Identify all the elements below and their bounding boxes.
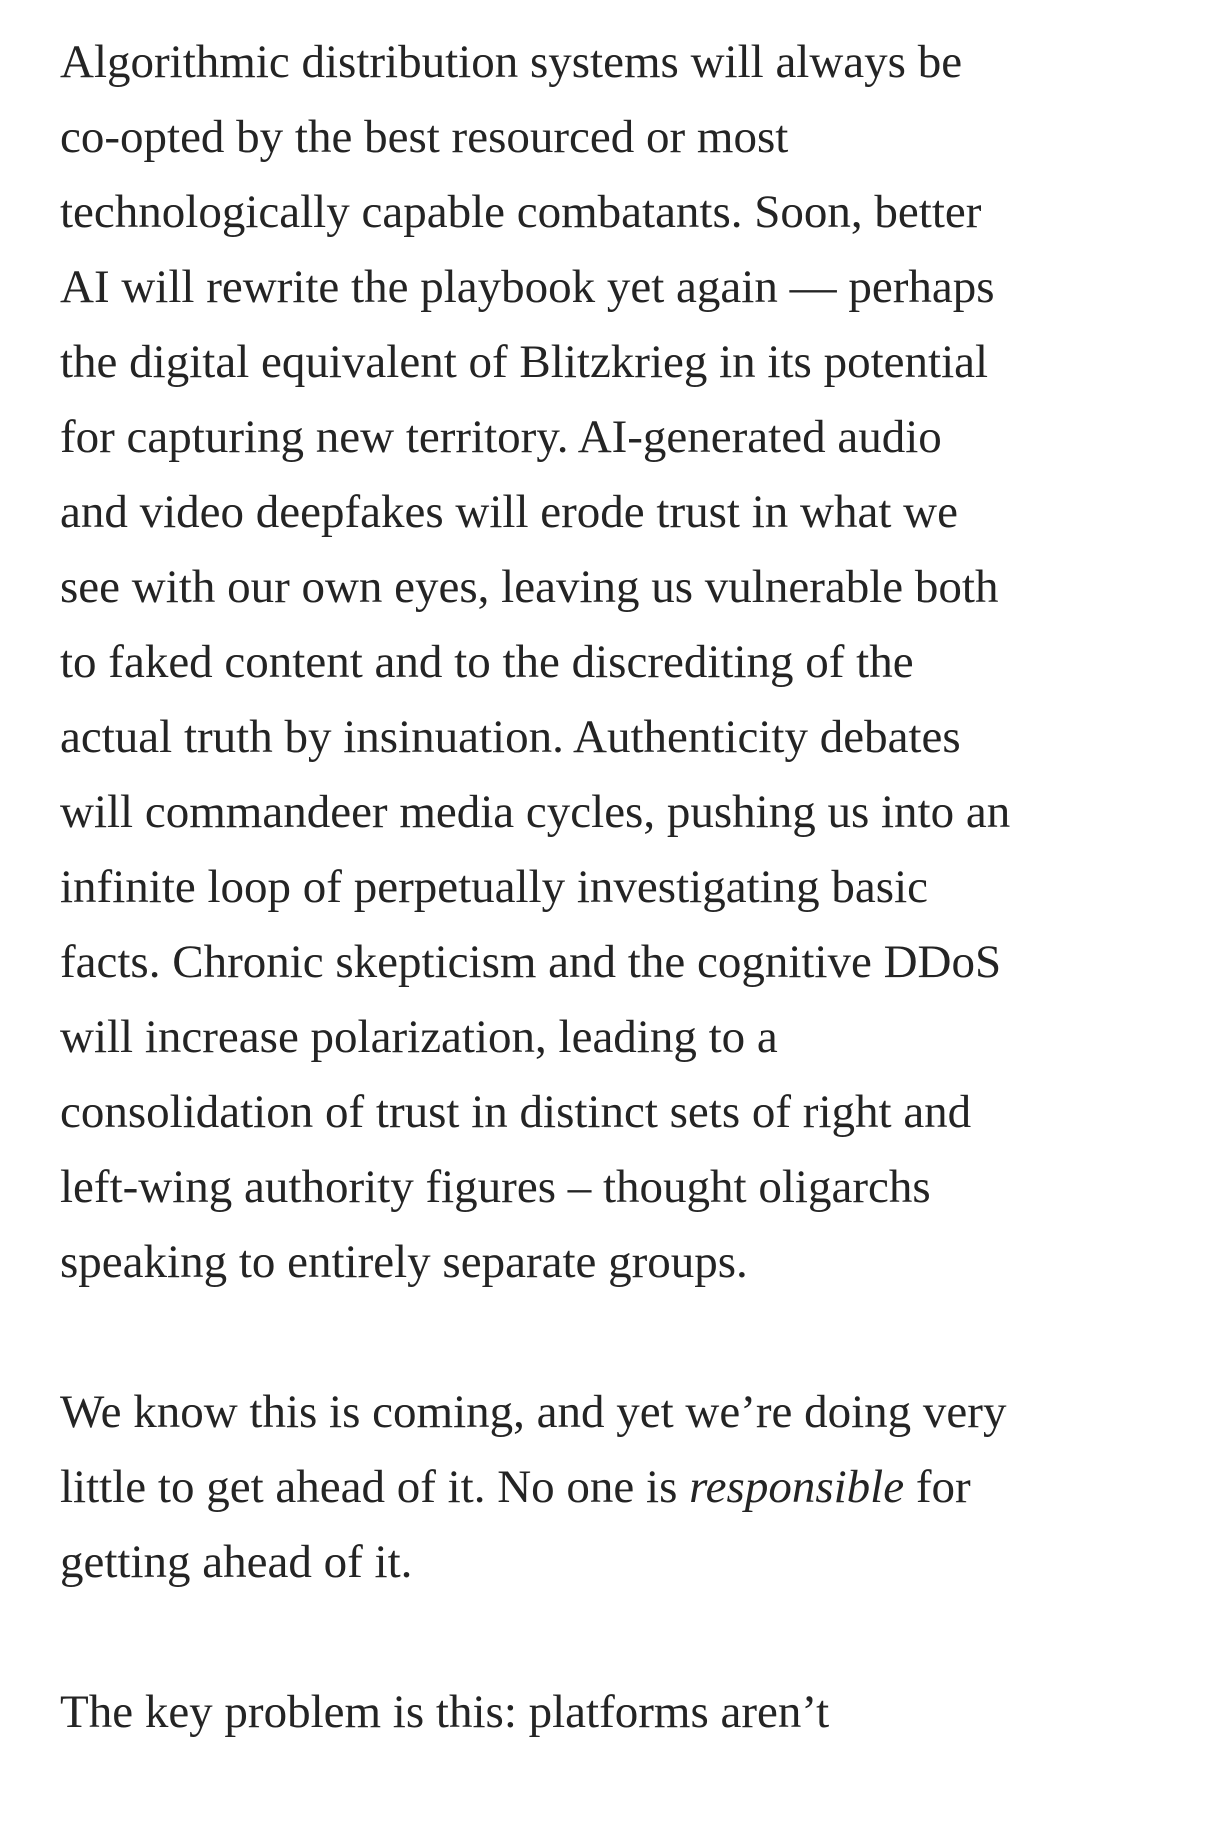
emphasized-word: responsible [689,1461,905,1513]
line-text: for [904,1461,971,1513]
paragraph-line: see with our own eyes, leaving us vulnerable both [60,561,999,613]
article-body [60,25,1150,1825]
paragraph-line: The key problem is this: platforms aren’t [60,1686,830,1738]
paragraph-line: actual truth by insinuation. Authenticity debates [60,711,961,763]
paragraph-line: left-wing authority figures – thought oligarchs [60,1161,931,1213]
paragraph-line: to faked content and to the discrediting of the [60,636,914,688]
paragraph-line: for capturing new territory. AI-generated audio [60,411,942,463]
paragraph-line: Algorithmic distribution systems will always be [60,36,963,88]
paragraph-line: technologically capable combatants. Soon, better [60,186,982,238]
paragraph-line: co-opted by the best resourced or most [60,111,789,163]
paragraph-2 [60,1375,1150,1600]
paragraph-line: and video deepfakes will erode trust in what we [60,486,958,538]
paragraph-line: will commandeer media cycles, pushing us into an [60,786,1011,838]
line-text: little to get ahead of it. No one is [60,1461,690,1513]
paragraph-3 [60,1675,1150,1750]
paragraph-line: AI will rewrite the playbook yet again — perhaps [60,261,995,313]
paragraph-line: the digital equivalent of Blitzkrieg in its potential [60,336,989,388]
paragraph-line: infinite loop of perpetually investigating basic [60,861,928,913]
paragraph-line: speaking to entirely separate groups. [60,1236,748,1288]
paragraph-line: getting ahead of it. [60,1536,413,1588]
paragraph-line: We know this is coming, and yet we’re doing very [60,1386,1007,1438]
paragraph-line [60,1450,1150,1525]
paragraph-line: will increase polarization, leading to a [60,1011,778,1063]
paragraph-line: consolidation of trust in distinct sets of right and [60,1086,972,1138]
paragraph-1 [60,25,1150,1300]
paragraph-line: facts. Chronic skepticism and the cognitive DDoS [60,936,1002,988]
